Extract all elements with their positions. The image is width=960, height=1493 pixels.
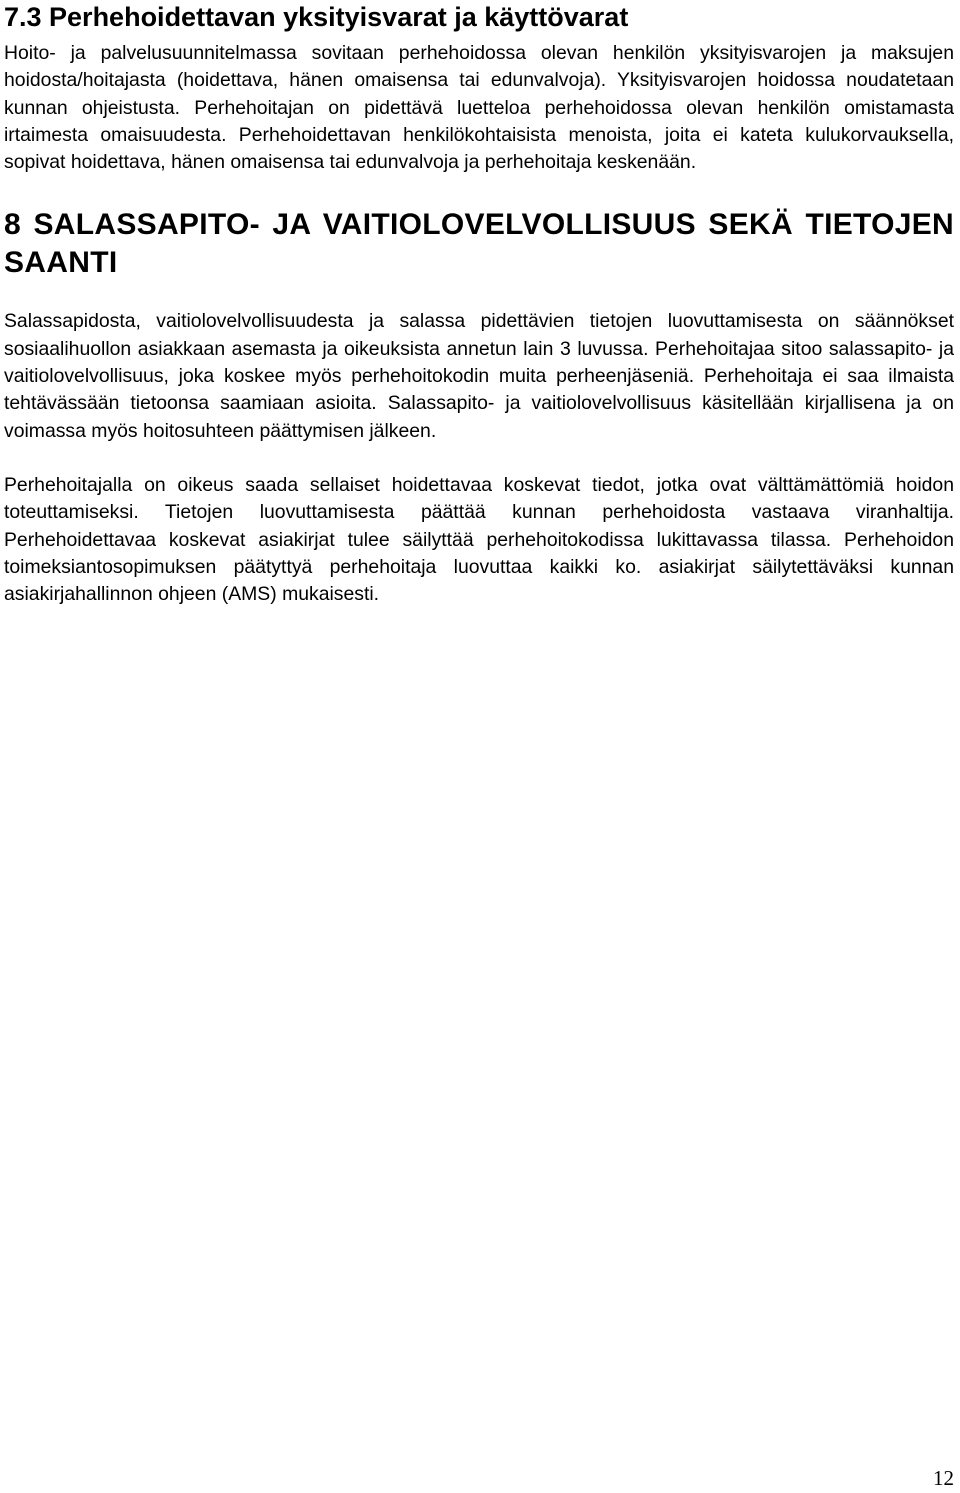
section-8-paragraph-1 <box>4 308 954 444</box>
paragraph-text: Salassapidosta, vaitiolovelvollisuudesta ja salassa pidettävien tietojen luovuttamisesta on säännökset sosiaalihuollon asiakkaan asemasta ja oikeuksista annetun lain 3 luvussa. Perhehoitajaa sitoo salassapito- ja vaitiolovelvollisuus, joka koskee myös perhehoitokodin muita perheenjäseniä. Perhehoitaja ei saa ilmaista tehtävässään tietoonsa saamiaan asioita. Salassapito- ja vaitiolovelvollisuus käsitellään kirjallisena ja on voimassa myös hoitosuhteen päättymisen jälkeen. <box>4 310 954 442</box>
section-heading-8-wrapper <box>4 206 954 282</box>
section-heading-7-3: 7.3 Perhehoidettavan yksityisvarat ja käyttövarat <box>4 2 629 32</box>
section-8-paragraph-2 <box>4 472 954 608</box>
document-page <box>4 0 954 608</box>
section-7-3-paragraph <box>4 40 954 176</box>
paragraph-text: Hoito- ja palvelusuunnitelmassa sovitaan perhehoidossa olevan henkilön yksityisvarojen ja maksujen hoidosta/hoitajasta (hoidettava, hänen omaisensa tai edunvalvoja). Yksityisvarojen hoidossa noudatetaan kunnan ohjeistusta. Perhehoitajan on pidettävä luetteloa perhehoidossa olevan henkilön omistamasta irtaimesta omaisuudesta. Perhehoidettavan henkilökohtaisista menoista, joita ei kateta kulukorvauksella, sopivat hoidettava, hänen omaisensa tai edunvalvoja ja perhehoitaja keskenään. <box>4 42 954 174</box>
page-number: 12 <box>933 1466 954 1490</box>
paragraph-text: Perhehoitajalla on oikeus saada sellaiset hoidettavaa koskevat tiedot, jotka ovat välttämättömiä hoidon toteuttamiseksi. Tietojen luovuttamisesta päättää kunnan perhehoidosta vastaava viranhaltija. Perhehoidettavaa koskevat asiakirjat tulee säilyttää perhehoitokodissa lukittavassa tilassa. Perhehoidon toimeksiantosopimuksen päätyttyä perhehoitaja luovuttaa kaikki ko. asiakirjat säilytettäväksi kunnan asiakirjahallinnon ohjeen (AMS) mukaisesti. <box>4 473 954 606</box>
section-heading-8: 8 SALASSAPITO- JA VAITIOLOVELVOLLISUUS SEKÄ TIETOJEN SAANTI <box>4 208 954 280</box>
